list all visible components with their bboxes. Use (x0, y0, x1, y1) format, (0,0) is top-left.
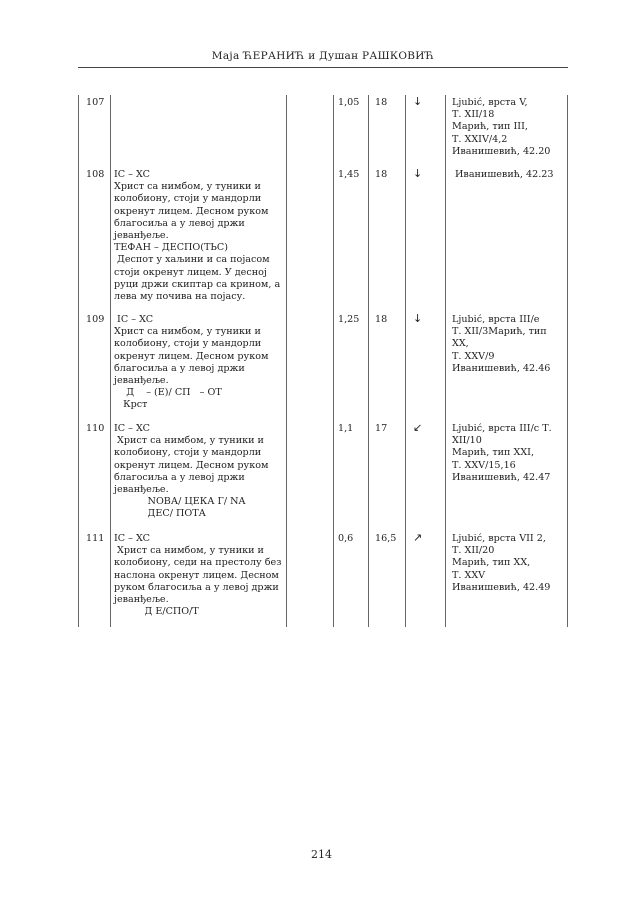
coin-diameter: 18 (375, 97, 388, 108)
coin-description-line: јеванђеље. (114, 230, 169, 242)
coin-description-line: IC – XC (114, 169, 151, 180)
coin-references-line: Иванишевић, 42.47 (452, 471, 551, 483)
row-number: 111 (86, 533, 105, 544)
column-divider (445, 95, 446, 627)
coin-description (114, 169, 280, 303)
coin-references (452, 423, 552, 484)
coin-description-line: колобиону, седи на престолу без (114, 557, 282, 569)
coin-references-line: XX, (452, 338, 469, 350)
coin-references-line: Т. XXIV/4,2 (452, 133, 508, 145)
coin-description-line: окренут лицем. Десном руком (114, 205, 269, 217)
coin-references-line: Иванишевић, 42.20 (452, 145, 551, 157)
table-border-right (567, 95, 568, 627)
coin-diameter: 18 (375, 169, 388, 180)
coin-references-line: Ljubić, врста III/е (452, 314, 540, 325)
coin-description-line: лева му почива на појасу. (114, 291, 246, 303)
coin-references-line: Т. XXV/15,16 (452, 459, 516, 471)
coin-description-line: Христ са нимбом, у туники и (114, 435, 264, 447)
coin-weight: 1,1 (338, 423, 354, 434)
coin-description-line: благосиља а у левој држи (114, 471, 245, 483)
column-divider (368, 95, 369, 627)
coin-references (452, 533, 550, 594)
coin-diameter: 18 (375, 314, 388, 325)
coin-description-line: Христ са нимбом, у туники и (114, 545, 264, 557)
coin-references-line: Т. XII/20 (452, 545, 495, 557)
coin-description-line: јеванђеље. (114, 484, 169, 496)
coin-description-line: благосиља а у левој држи (114, 362, 245, 374)
coin-description-line: IC – XC (114, 533, 151, 544)
coin-references-line: Иванишевић, 42.23 (452, 169, 554, 180)
coin-references-line: Ljubić, врста III/с Т. (452, 423, 552, 434)
coin-references-line: Т. XII/3Марић, тип (452, 326, 547, 338)
coin-description-line: Д – (Е)/ СП – ОТ (114, 387, 222, 399)
coin-description-line: ТЕФАН – ДЕСПО(ТЬС) (114, 242, 228, 254)
coin-weight: 1,25 (338, 314, 360, 325)
coin-description-line: Христ са нимбом, у туники и (114, 181, 261, 193)
coin-references-line: Ljubić, врста VII 2, (452, 533, 546, 544)
column-divider (405, 95, 406, 627)
coin-description-line: руци држи скиптар са крином, а (114, 278, 281, 290)
row-number: 107 (86, 97, 105, 108)
arrow-down-icon: ↓ (413, 95, 423, 108)
coin-references-line: Т. XXV (452, 569, 486, 581)
coin-diameter: 16,5 (375, 533, 397, 544)
coin-description-line: окренут лицем. Десном руком (114, 459, 269, 471)
coin-references-line: Т. XXV/9 (452, 350, 495, 362)
coin-description-line: Д Е/СПО/Т (114, 606, 199, 618)
coin-weight: 1,05 (338, 97, 360, 108)
coin-description-line: ДЕС/ ПОТА (114, 508, 206, 520)
coin-description-line: Христ са нимбом, у туники и (114, 326, 261, 338)
arrow-down-left-icon: ↙ (413, 421, 423, 434)
running-header: Маја ЋЕРАНИЋ и Душан РАШКОВИЋ (211, 50, 435, 62)
coin-references-line: Иванишевић, 42.46 (452, 362, 551, 374)
coin-description-line: окренут лицем. Десном руком (114, 350, 269, 362)
coin-description-line: јеванђеље. (114, 594, 169, 606)
column-divider (286, 95, 287, 627)
row-number: 110 (86, 423, 105, 434)
page-number: 214 (311, 848, 332, 861)
coin-weight: 1,45 (338, 169, 360, 180)
coin-references (452, 314, 550, 375)
coin-description-line: стоји окренут лицем. У десној (114, 266, 267, 278)
coin-references-line: Иванишевић, 42.49 (452, 581, 551, 593)
coin-weight: 0,6 (338, 533, 354, 544)
row-number: 108 (86, 169, 105, 180)
coin-references-line: Марић, тип XXI, (452, 447, 535, 459)
arrow-down-icon: ↓ (413, 167, 423, 180)
table-border-left (78, 95, 79, 627)
coin-description (114, 314, 268, 412)
coin-references-line: XII/10 (452, 435, 482, 447)
coin-diameter: 17 (375, 423, 388, 434)
coin-description (114, 533, 281, 618)
coin-description-line: IC – XC (114, 314, 154, 325)
coin-description-line: Крст (114, 399, 148, 411)
arrow-down-icon: ↓ (413, 312, 423, 325)
header-rule (78, 67, 568, 68)
coin-description-line: јеванђеље. (114, 375, 169, 387)
coin-description-line: наслона окренут лицем. Десном (114, 569, 279, 581)
coin-description-line: Деспот у хаљини и са појасом (114, 254, 270, 266)
coin-references (452, 169, 553, 181)
coin-description-line: IC – XC (114, 423, 151, 434)
coin-description-line: колобиону, стоји у мандорли (114, 193, 262, 205)
coin-references (452, 97, 550, 158)
column-divider (333, 95, 334, 627)
coin-description (114, 423, 268, 521)
arrow-up-right-icon: ↗ (413, 531, 423, 544)
column-divider (110, 95, 111, 627)
coin-description-line: колобиону, стоји у мандорли (114, 447, 262, 459)
coin-references-line: Ljubić, врста V, (452, 97, 528, 108)
coin-description-line: колобиону, стоји у мандорли (114, 338, 262, 350)
row-number: 109 (86, 314, 105, 325)
coin-description-line: благосиља а у левој држи (114, 217, 245, 229)
coin-references-line: Марић, тип XX, (452, 557, 531, 569)
coin-description-line: руком благосиља а у левој држи (114, 581, 279, 593)
coin-references-line: Т. XII/18 (452, 109, 495, 121)
coin-description-line: NОВА/ ЦЕКА Г/ NA (114, 496, 246, 508)
coin-references-line: Марић, тип III, (452, 121, 528, 133)
